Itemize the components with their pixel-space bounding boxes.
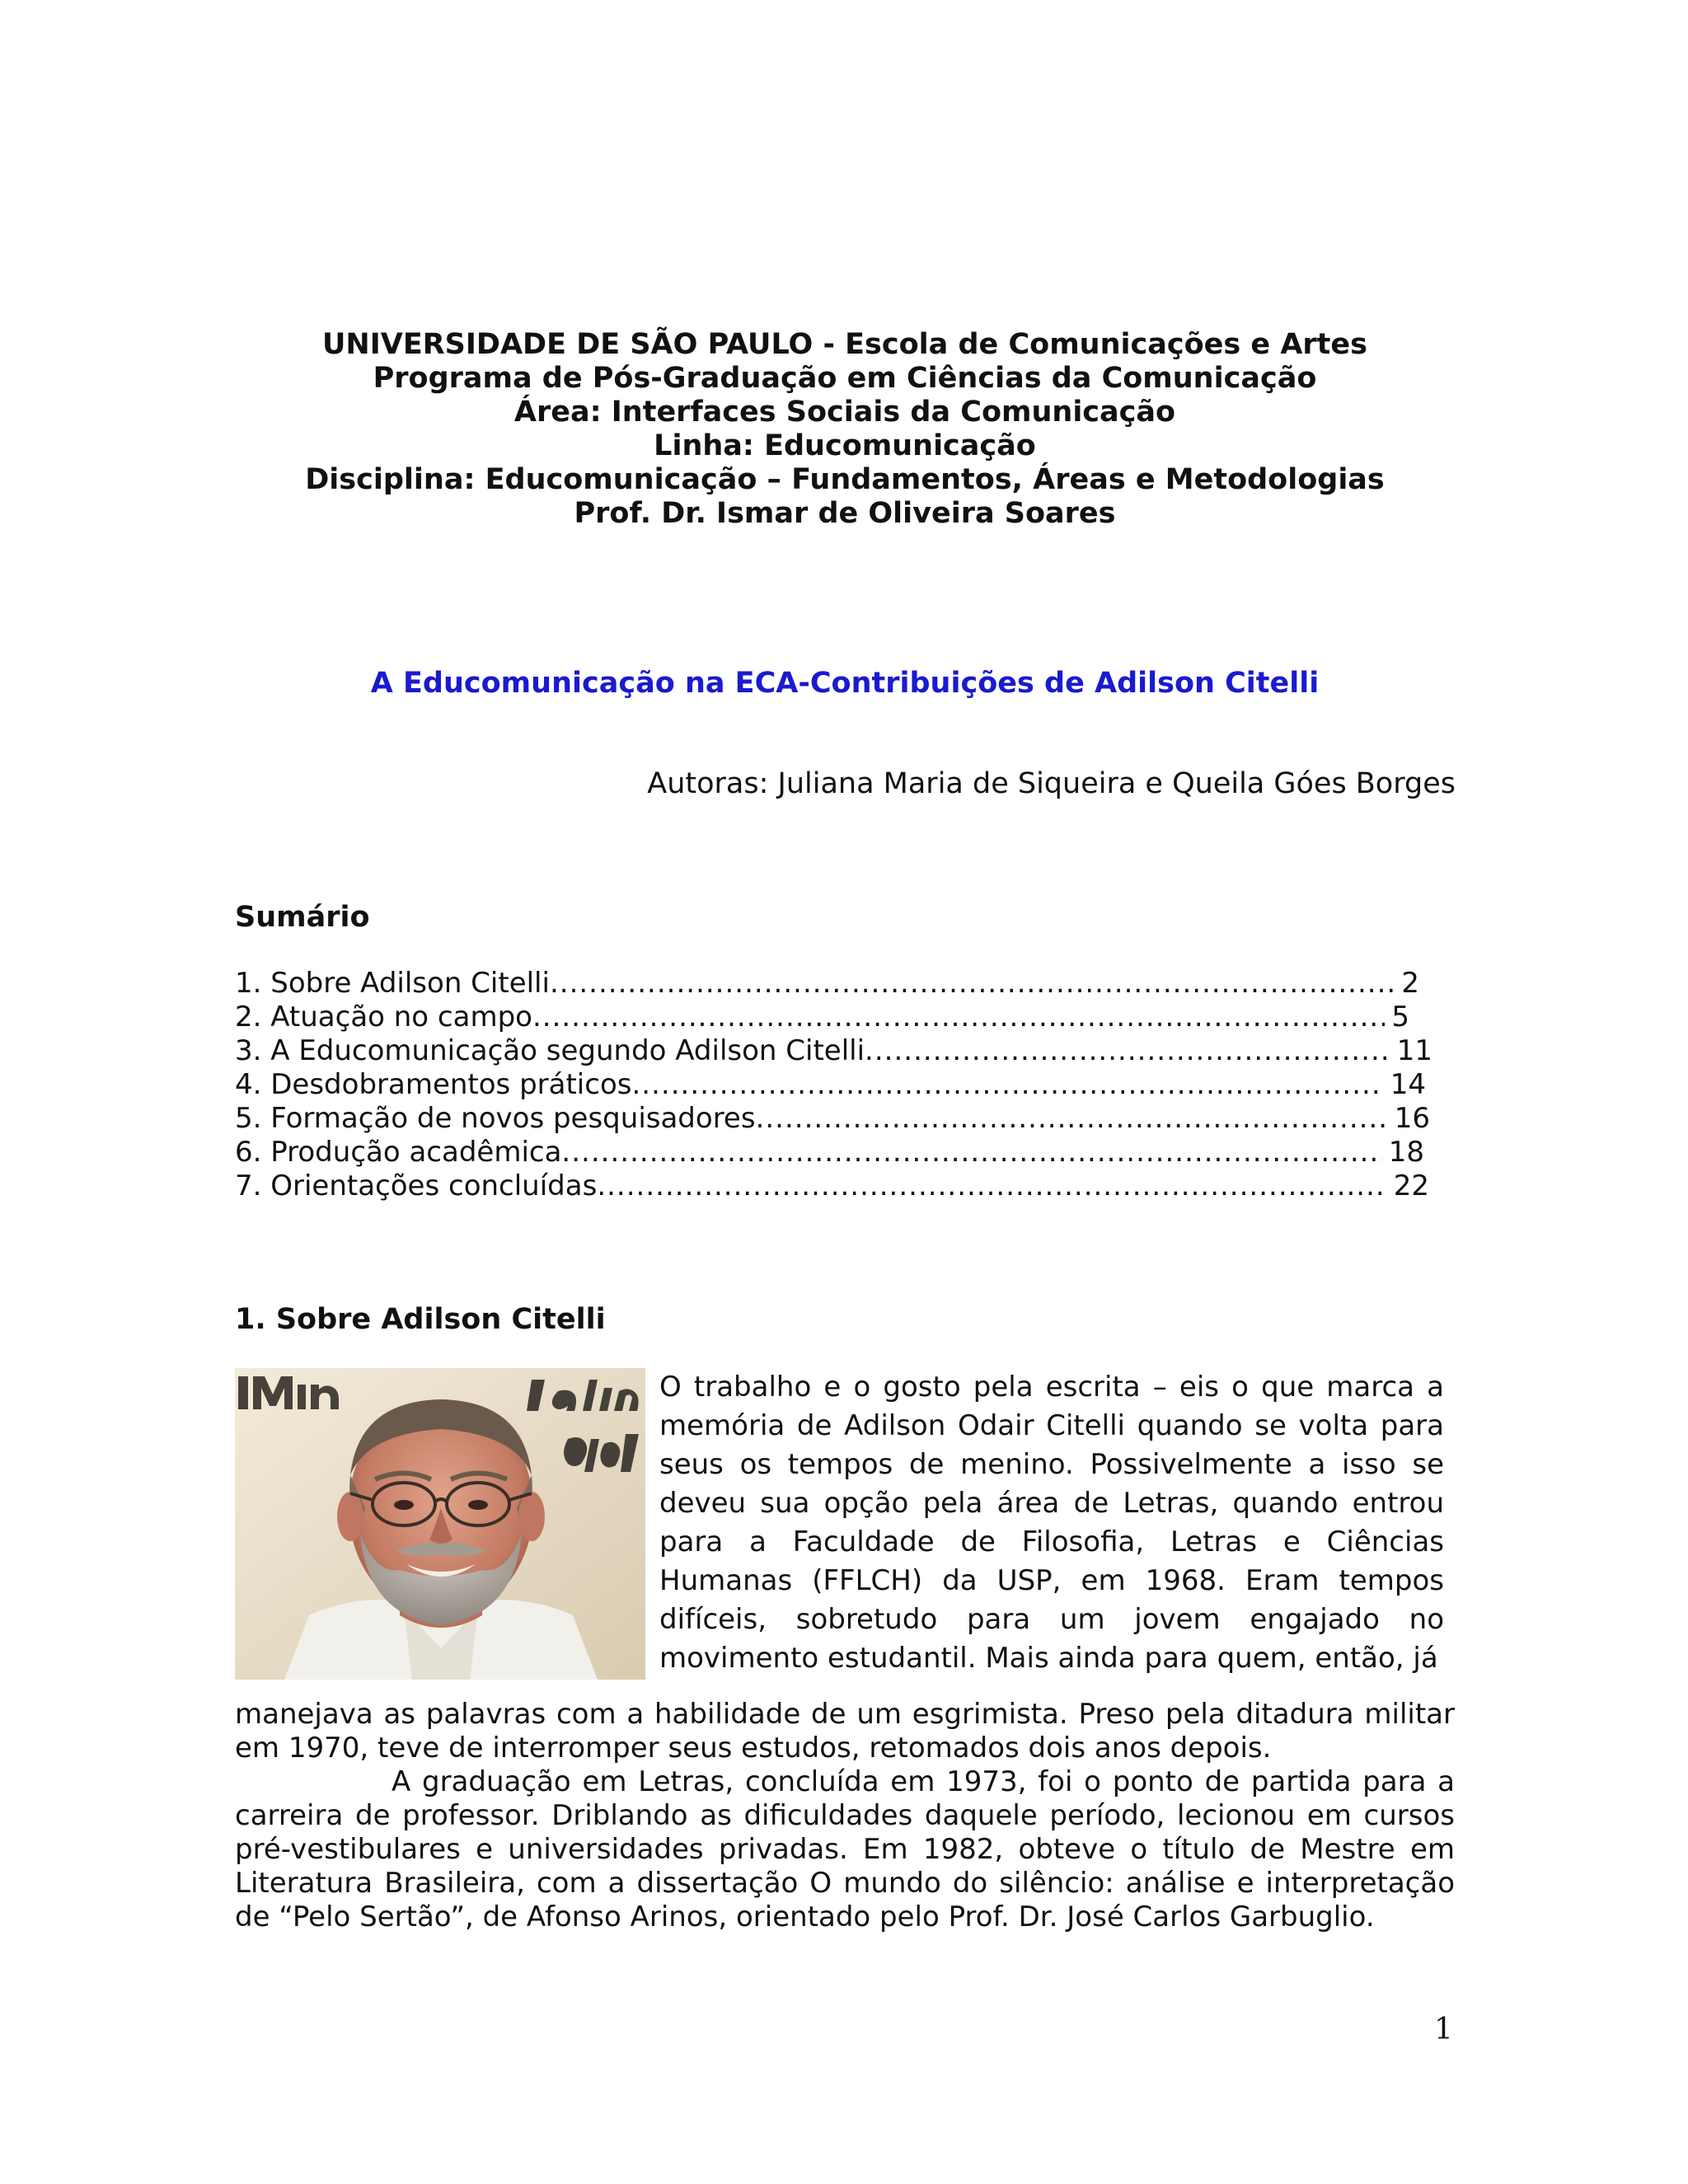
section-paragraph-full bbox=[235, 1698, 1455, 1934]
paragraph-line: movimento estudantil. Mais ainda para quem, então, já bbox=[659, 1642, 1438, 1675]
toc-entry-page: 11 bbox=[1396, 1034, 1432, 1067]
toc-entry[interactable] bbox=[235, 1169, 1429, 1203]
paragraph-line: de “Pelo Sertão”, de Afonso Arinos, orientado pelo Prof. Dr. José Carlos Garbuglio. bbox=[235, 1900, 1375, 1933]
header-line-research-line: Linha: Educomunicação bbox=[654, 429, 1036, 462]
header-line-discipline: Disciplina: Educomunicação – Fundamentos, Áreas e Metodologias bbox=[305, 463, 1385, 496]
paragraph-line: O trabalho e o gosto pela escrita – eis o que marca a bbox=[659, 1371, 1444, 1404]
toc-entry-label: 7. Orientações concluídas bbox=[235, 1169, 598, 1202]
toc-entry-label: 5. Formação de novos pesquisadores bbox=[235, 1102, 756, 1135]
toc-entry-label: 6. Produção acadêmica bbox=[235, 1136, 562, 1169]
toc-leader-dots bbox=[597, 1169, 1386, 1203]
paragraph-line: memória de Adilson Odair Citelli quando se volta para bbox=[659, 1409, 1444, 1442]
paragraph-line: carreira de professor. Driblando as dificuldades daquele período, lecionou em cursos bbox=[235, 1799, 1455, 1832]
toc-entry-page: 5 bbox=[1391, 1001, 1409, 1033]
header-line-program: Programa de Pós-Graduação em Ciências da Comunicação bbox=[373, 362, 1317, 395]
section-heading: 1. Sobre Adilson Citelli bbox=[235, 1303, 606, 1336]
toc-entry-label: 1. Sobre Adilson Citelli bbox=[235, 967, 550, 1000]
paragraph-line: seus os tempos de menino. Possivelmente a isso se bbox=[659, 1448, 1444, 1481]
toc-entry[interactable] bbox=[235, 1102, 1430, 1136]
toc-leader-dots bbox=[865, 1034, 1390, 1068]
portrait-photo bbox=[235, 1368, 645, 1680]
header-line-area: Área: Interfaces Sociais da Comunicação bbox=[513, 396, 1176, 429]
toc-leader-dots bbox=[532, 1001, 1385, 1034]
toc-leader-dots bbox=[756, 1102, 1388, 1136]
toc-leader-dots bbox=[561, 1136, 1381, 1169]
toc-entry-label: 2. Atuação no campo bbox=[235, 1001, 532, 1033]
paragraph-line: deveu sua opção pela área de Letras, quando entrou bbox=[659, 1487, 1444, 1520]
document-title: A Educomunicação na ECA-Contribuições de Adilson Citelli bbox=[370, 667, 1320, 700]
toc-entry-page: 18 bbox=[1388, 1136, 1424, 1169]
paragraph-line: pré-vestibulares e universidades privadas. Em 1982, obteve o título de Mestre em bbox=[235, 1833, 1455, 1866]
paragraph-line: manejava as palavras com a habilidade de um esgrimista. Preso pela ditadura militar bbox=[235, 1698, 1455, 1731]
toc-entry-label: 3. A Educomunicação segundo Adilson Citelli bbox=[235, 1034, 865, 1067]
toc-entry-page: 16 bbox=[1394, 1102, 1430, 1135]
authors-line: Autoras: Juliana Maria de Siqueira e Queila Góes Borges bbox=[647, 767, 1456, 800]
institution-header bbox=[235, 328, 1455, 531]
paragraph-line: em 1970, teve de interromper seus estudos, retomados dois anos depois. bbox=[235, 1732, 1272, 1765]
paragraph-line: A graduação em Letras, concluída em 1973, foi o ponto de partida para a bbox=[392, 1765, 1455, 1798]
toc-leader-dots bbox=[631, 1068, 1383, 1102]
toc-entry[interactable] bbox=[235, 1034, 1432, 1068]
page-number: 1 bbox=[1434, 2013, 1453, 2046]
table-of-contents bbox=[235, 967, 1455, 1203]
toc-entry[interactable] bbox=[235, 1136, 1424, 1169]
summary-heading: Sumário bbox=[235, 901, 370, 934]
paragraph-line: Humanas (FFLCH) da USP, em 1968. Eram tempos bbox=[659, 1564, 1444, 1597]
header-line-professor: Prof. Dr. Ismar de Oliveira Soares bbox=[574, 497, 1116, 530]
toc-entry[interactable] bbox=[235, 1068, 1426, 1102]
toc-entry[interactable] bbox=[235, 967, 1419, 1001]
toc-leader-dots bbox=[550, 967, 1395, 1001]
toc-entry-page: 22 bbox=[1393, 1169, 1429, 1202]
toc-entry-page: 14 bbox=[1390, 1068, 1426, 1101]
toc-entry-page: 2 bbox=[1401, 967, 1419, 1000]
section-paragraph-wrapped bbox=[659, 1368, 1444, 1678]
toc-entry-label: 4. Desdobramentos práticos bbox=[235, 1068, 632, 1101]
toc-entry[interactable] bbox=[235, 1001, 1409, 1034]
header-line-university: UNIVERSIDADE DE SÃO PAULO - Escola de Comunicações e Artes bbox=[322, 328, 1367, 361]
paragraph-line: Literatura Brasileira, com a dissertação O mundo do silêncio: análise e interpretação bbox=[235, 1867, 1455, 1900]
paragraph-line: difíceis, sobretudo para um jovem engajado no bbox=[659, 1603, 1444, 1636]
paragraph-line: para a Faculdade de Filosofia, Letras e Ciências bbox=[659, 1526, 1444, 1558]
